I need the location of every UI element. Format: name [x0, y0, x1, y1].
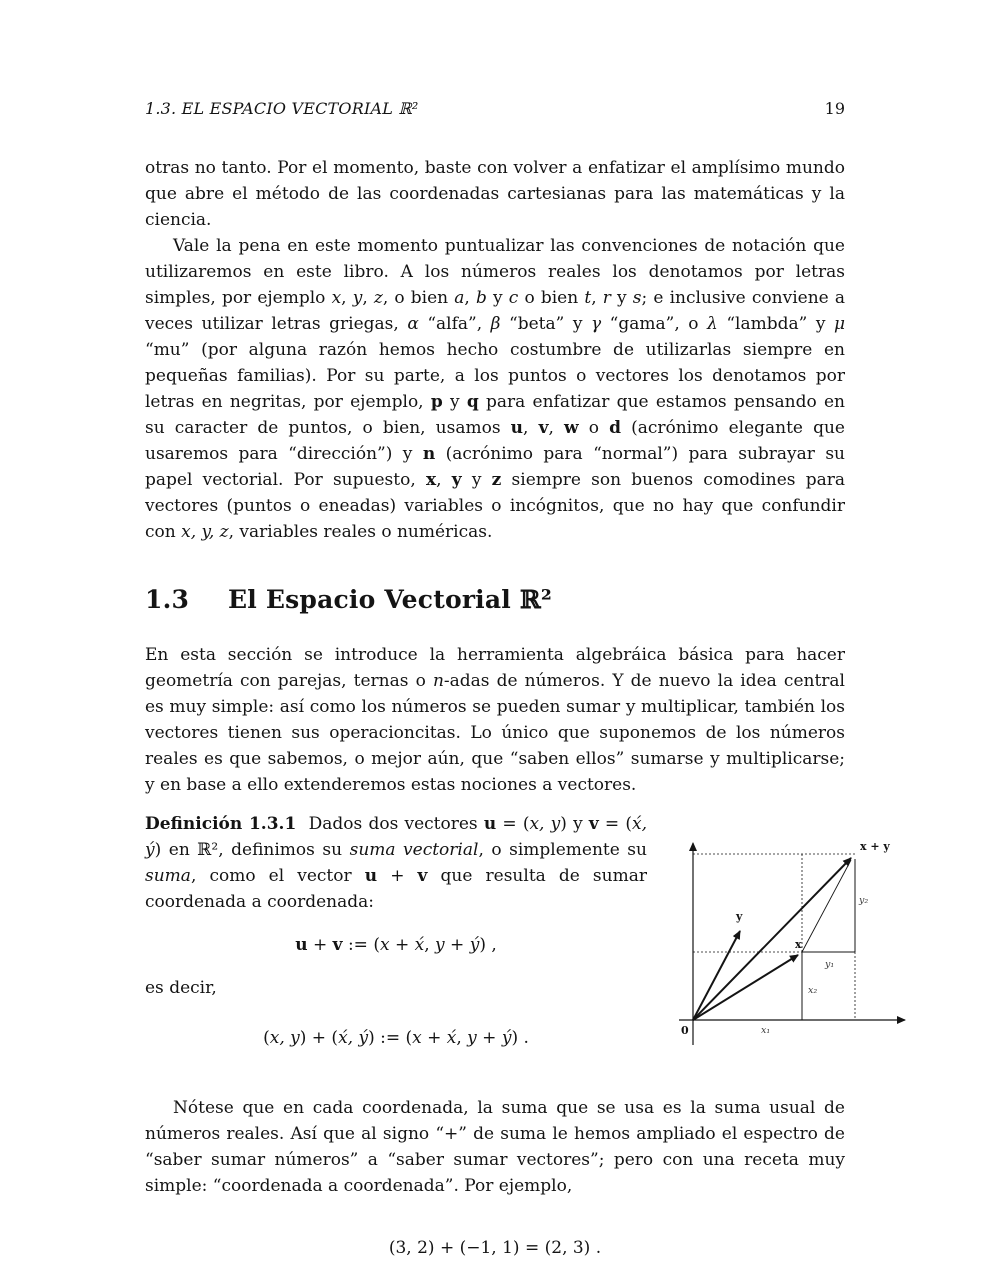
- paragraph-intro-continuation: otras no tanto. Por el momento, baste con volver a enfatizar el amplísimo mundo que abre el método de las coordenadas cartesianas para las matemáticas y la ciencia.: [145, 158, 845, 230]
- x2-coordinate-label: x₂: [808, 985, 818, 996]
- equation-vector-sum: u + v := (x + x́, y + ý) ,: [295, 935, 497, 955]
- paragraph-section-intro: En esta sección se introduce la herramienta algebráica básica para hacer geometría con parejas, ternas o n-adas de números. Y de nuevo la idea central es muy simple: así como los números se pueden sumar y multiplicar, también los vectores tienen sus operacioncitas. Lo único que suponemos de los números reales es que sabemos, o mejor aún, que “saben ellos” sumarse y multiplicarse; y en base a ello extenderemos estas nociones a vectores.: [145, 645, 845, 795]
- vector-addition-diagram: [663, 819, 918, 1059]
- y2-coordinate-label: y₂: [859, 895, 869, 906]
- vector-sum-label: x + y: [860, 840, 890, 853]
- vector-y-label: y: [736, 910, 743, 923]
- y1-coordinate-label: y₁: [825, 959, 835, 970]
- running-header: [145, 96, 845, 122]
- vector-addition-figure: [663, 819, 918, 1059]
- definition-paragraph: Definición 1.3.1 Dados dos vectores u = (x, y) y v = (x́, ý) en ℝ², definimos su suma vectorial, o simplemente su suma, como el vector u + v que resulta de sumar coordenada a coordenada:: [145, 814, 647, 912]
- vector-sum-arrow: [693, 858, 851, 1020]
- equation-coordinatewise: (x, y) + (x́, ý) := (x + x́, y + ý) .: [263, 1028, 529, 1048]
- es-decir-text: es decir,: [145, 978, 217, 998]
- running-header-section: 1.3. EL ESPACIO VECTORIAL ℝ²: [145, 99, 419, 118]
- section-number: 1.3: [145, 585, 190, 614]
- definition-text-column: [145, 811, 647, 1051]
- definition-block: [145, 811, 890, 1069]
- parallelogram-side: [802, 860, 851, 952]
- equation-example: (3, 2) + (−1, 1) = (2, 3) .: [388, 1238, 602, 1258]
- paragraph-notation-conventions: Vale la pena en este momento puntualizar las convenciones de notación que utilizaremos en este libro. A los números reales los denotamos por letras simples, por ejemplo x, y, z, o bien a, b y c o bien t, r y s; e inclusive conviene a veces utilizar letras griegas, α “alfa”, β “beta” y γ “gama”, o λ “lambda” y μ “mu” (por alguna razón hemos hecho costumbre de utilizarlas siempre en pequeñas familias). Por su parte, a los puntos o vectores los denotamos por letras en negritas, por ejemplo, p y q para enfatizar que estamos pensando en su caracter de puntos, o bien, usamos u, v, w o d (acrónimo elegante que usaremos para “dirección”) y n (acrónimo para “normal”) para subrayar su papel vectorial. Por supuesto, x, y y z siempre son buenos comodines para vectores (puntos o eneadas) variables o incógnitos, que no hay que confundir con x, y, z, variables reales o numéricas.: [145, 236, 846, 542]
- vector-x-label: x: [795, 938, 802, 951]
- section-title: El Espacio Vectorial ℝ²: [228, 585, 553, 614]
- origin-label: 0: [681, 1024, 689, 1037]
- page-number: 19: [824, 99, 845, 118]
- section-heading: [145, 585, 845, 615]
- x1-coordinate-label: x₁: [761, 1025, 771, 1036]
- vector-y-arrow: [693, 931, 740, 1020]
- paragraph-notese: Nótese que en cada coordenada, la suma que se usa es la suma usual de números reales. Así que al signo “+” de suma le hemos ampliado el espectro de “saber sumar números” a “saber sumar vectores”; pero con una receta muy simple: “coordenada a coordenada”. Por ejemplo,: [145, 1098, 845, 1196]
